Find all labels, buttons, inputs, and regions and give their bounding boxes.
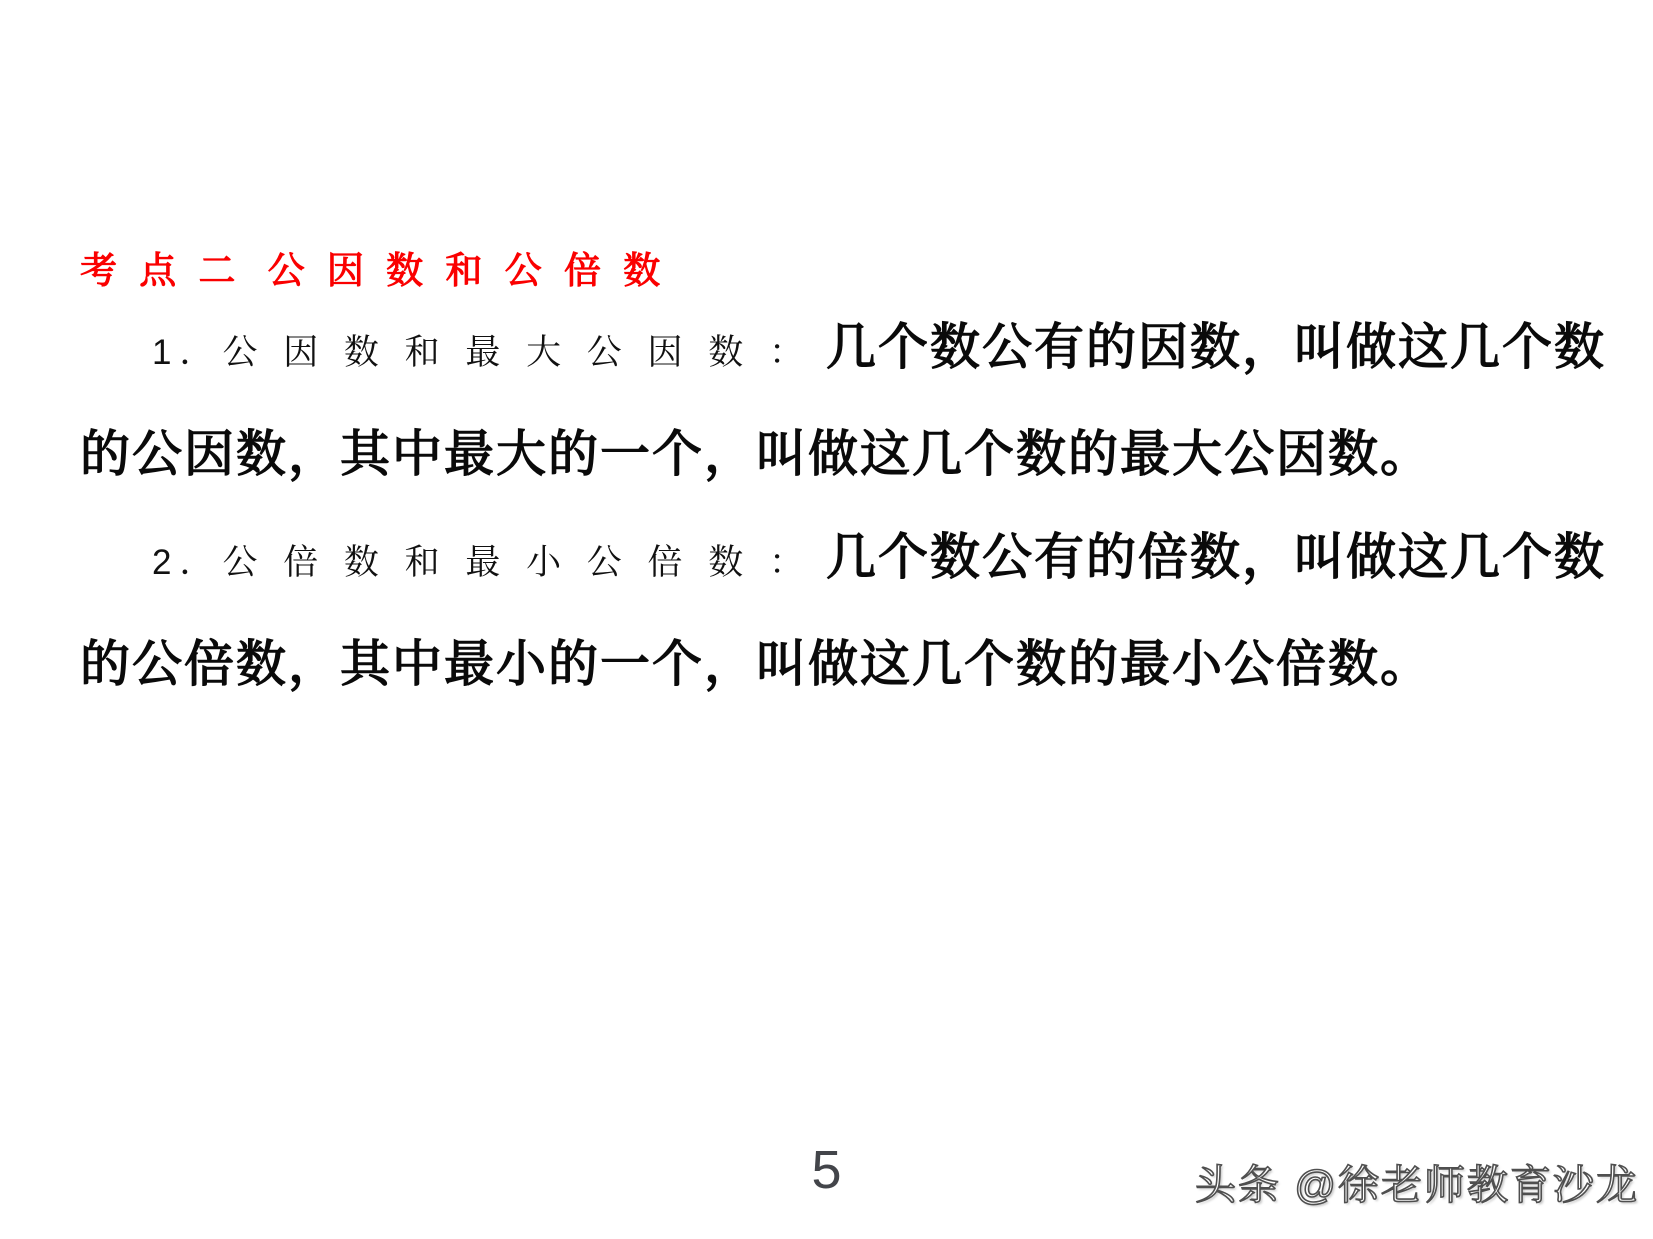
point-2 [80, 510, 1606, 712]
point-2-continuation: 的公倍数，其中最小的一个，叫做这几个数的最小公倍数。 [80, 636, 1432, 692]
point-1-lead-text: 几个数公有的因数，叫做这几个数 [825, 319, 1606, 375]
page-number: 5 [811, 1140, 842, 1200]
slide-body [80, 300, 1606, 712]
watermark: 头条 @徐老师教育沙龙 [1194, 1162, 1639, 1208]
point-1-label: 1．公 因 数 和 最 大 公 因 数 ： [152, 333, 812, 372]
point-2-lead-text: 几个数公有的倍数，叫做这几个数 [825, 529, 1606, 585]
point-2-label: 2．公 倍 数 和 最 小 公 倍 数 ： [152, 543, 812, 582]
point-2-line-1 [80, 510, 1606, 617]
point-1 [80, 300, 1606, 502]
point-1-line-1 [80, 300, 1606, 407]
point-1-continuation: 的公因数，其中最大的一个，叫做这几个数的最大公因数。 [80, 426, 1432, 482]
section-heading [80, 240, 666, 294]
heading-title: 公 因 数 和 公 倍 数 [267, 250, 667, 291]
heading-topic-label: 考 点 二 [80, 250, 242, 291]
